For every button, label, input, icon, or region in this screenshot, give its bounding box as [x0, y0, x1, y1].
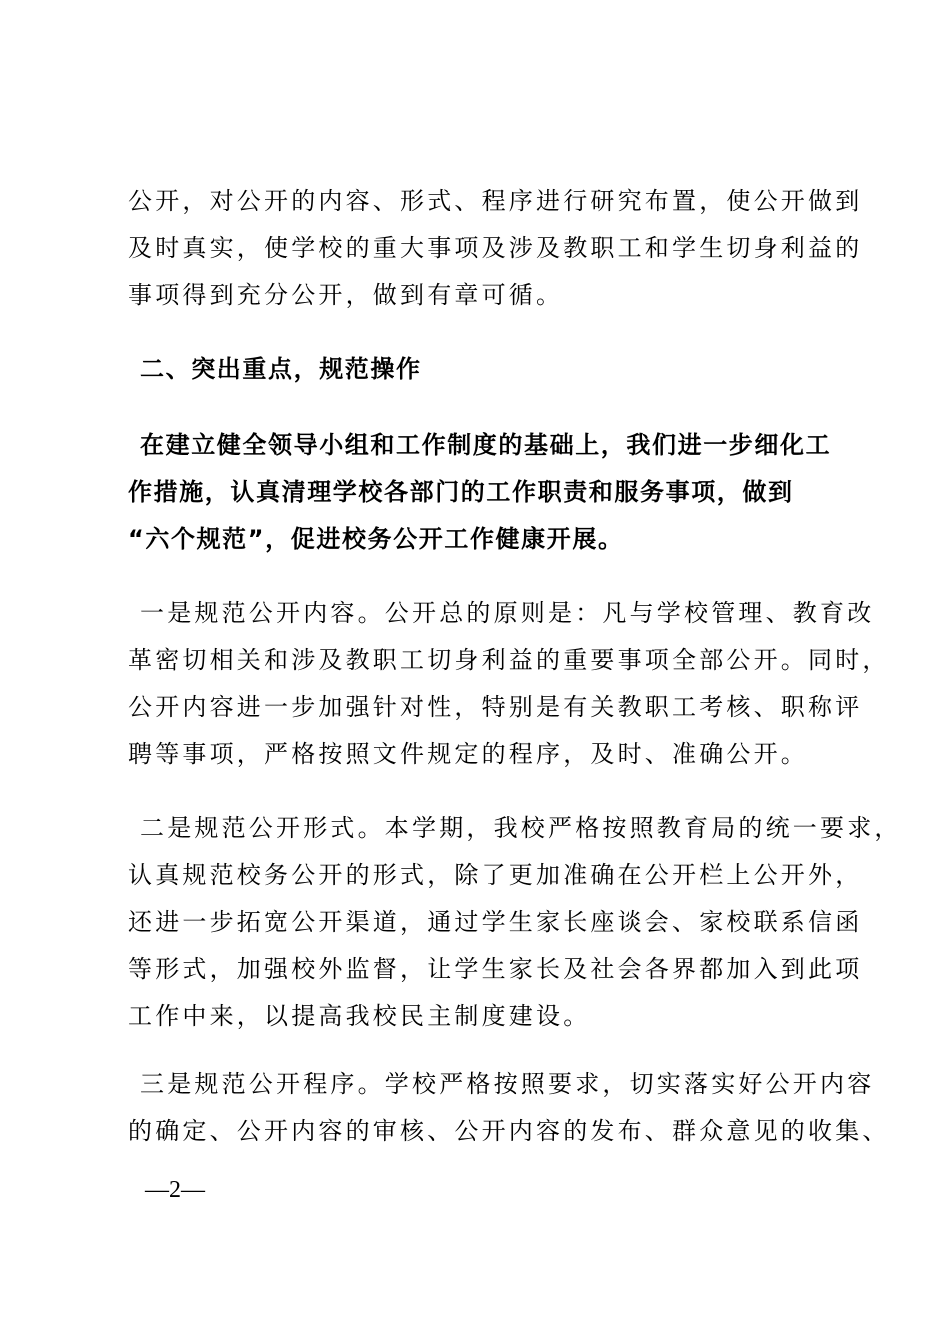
text-line: 认真规范校务公开的形式，除了更加准确在公开栏上公开外，: [128, 861, 863, 889]
text-line: 等形式，加强校外监督，让学生家长及社会各界都加入到此项: [128, 955, 863, 983]
text-line: 二是规范公开形式。本学期，我校严格按照教育局的统一要求，: [140, 814, 902, 842]
text-line: 的确定、公开内容的审核、公开内容的发布、群众意见的收集、: [128, 1117, 890, 1145]
section-heading: 二、突出重点，规范操作: [140, 355, 422, 383]
text-line: “六个规范”，促进校务公开工作健康开展。: [128, 525, 624, 553]
text-line: 一是规范公开内容。公开总的原则是：凡与学校管理、教育改: [140, 599, 875, 627]
text-line: 在建立健全领导小组和工作制度的基础上，我们进一步细化工: [140, 431, 832, 459]
text-line: 及时真实，使学校的重大事项及涉及教职工和学生切身利益的: [128, 234, 863, 262]
text-line: 公开内容进一步加强针对性，特别是有关教职工考核、职称评: [128, 693, 863, 721]
text-line: 公开，对公开的内容、形式、程序进行研究布置，使公开做到: [128, 187, 863, 215]
text-line: 事项得到充分公开，做到有章可循。: [128, 281, 564, 309]
text-line: 三是规范公开程序。学校严格按照要求，切实落实好公开内容: [140, 1070, 875, 1098]
text-line: 聘等事项，严格按照文件规定的程序，及时、准确公开。: [128, 740, 808, 768]
text-line: 还进一步拓宽公开渠道，通过学生家长座谈会、家校联系信函: [128, 908, 863, 936]
text-line: 革密切相关和涉及教职工切身利益的重要事项全部公开。同时，: [128, 646, 890, 674]
page-number: —2—: [145, 1177, 205, 1203]
text-line: 工作中来，以提高我校民主制度建设。: [128, 1002, 591, 1030]
text-line: 作措施，认真清理学校各部门的工作职责和服务事项，做到: [128, 478, 794, 506]
